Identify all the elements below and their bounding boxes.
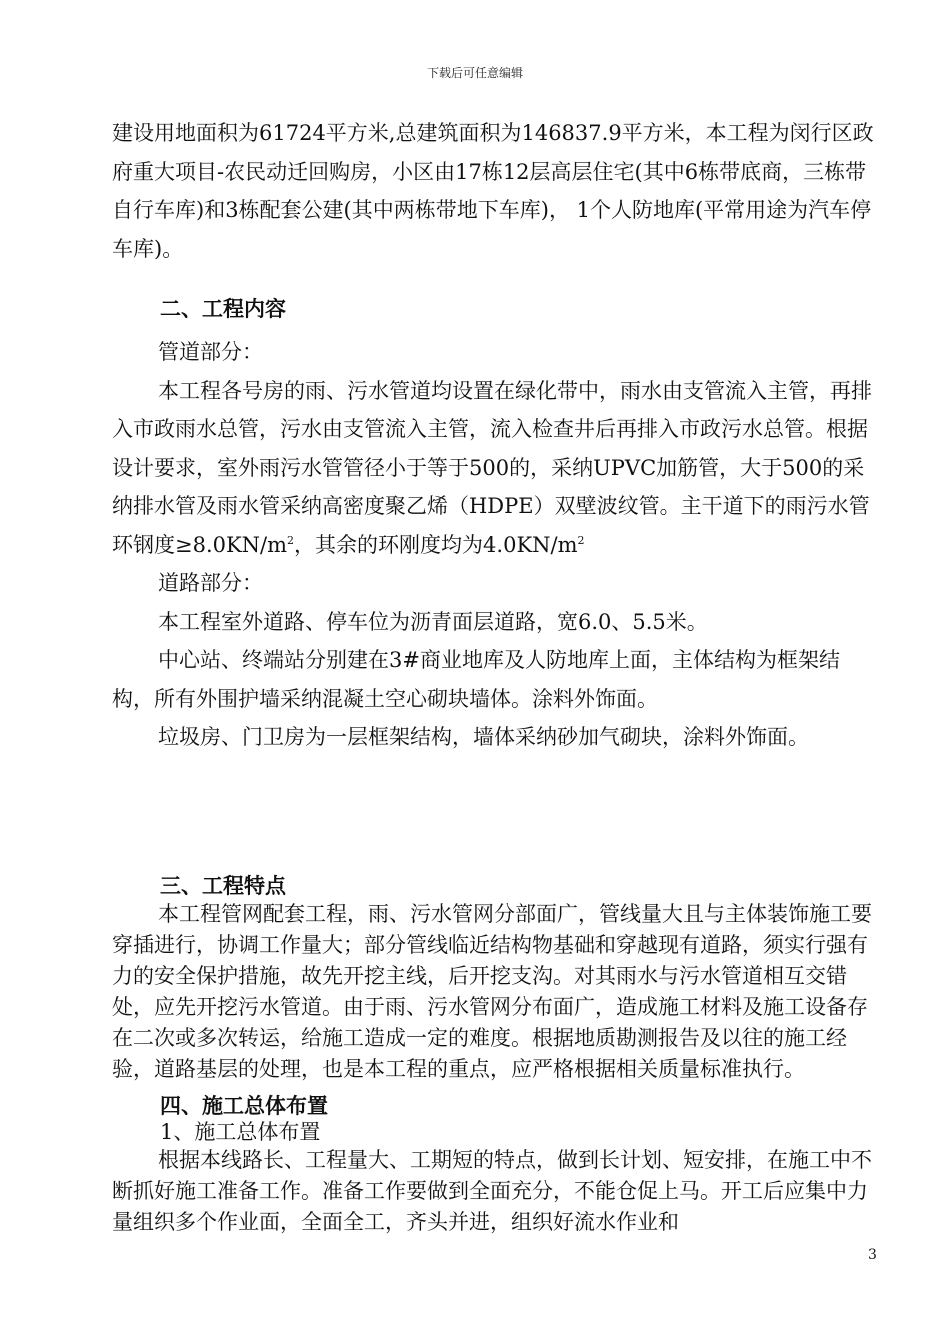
pipe-text: 本工程各号房的雨、污水管道均设置在绿化带中，雨水由支管流入主管，再排入市政雨水总管，污水由支管流入主管，流入检查井后再排入市政污水总管。根据设计要求，室外雨污水管管径小于等于500的，采纳UPVC加筋管，大于500的采纳排水管及雨水管采纳高密度聚乙烯（HDPE）双壁波纹管。主干道下的雨污水管环钢度≥8.0KN/m <box>112 378 872 557</box>
section-4-paragraph: 根据本线路长、工程量大、工期短的特点，做到长计划、短安排，在施工中不断抓好施工准备工作。准备工作要做到全面充分，不能仓促上马。开工后应集中力量组织多个作业面，全面全工，齐头并进，组织好流水作业和 <box>112 1148 872 1234</box>
section-2-body <box>112 333 878 757</box>
road-paragraph: 本工程室外道路、停车位为沥青面层道路，宽6.0、5.5米。 <box>158 609 708 634</box>
section-4-heading: 四、施工总体布置 <box>160 1094 328 1118</box>
garbage-paragraph: 垃圾房、门卫房为一层框架结构，墙体采纳砂加气砌块，涂料外饰面。 <box>158 725 809 749</box>
section-4-subheading: 1、施工总体布置 <box>160 1120 321 1144</box>
section-2-heading-block <box>112 293 878 323</box>
section-3-block <box>112 873 878 1085</box>
page-header: 下载后可任意编辑 <box>426 66 523 80</box>
section-3-paragraph: 本工程管网配套工程，雨、污水管网分部面广，管线量大且与主体装饰施工要穿插进行，协调工作量大；部分管线临近结构物基础和穿越现有道路，须实行强有力的安全保护措施，故先开挖主线，后开挖支沟。对其雨水与污水管道相互交错处，应先开挖污水管道。由于雨、污水管网分布面广，造成施工材料及施工设备存在二次或多次转运，给施工造成一定的难度。根据地质勘测报告及以往的施工经验，道路基层的处理，也是本工程的重点，应严格根据相关质量标准执行。 <box>112 902 872 1081</box>
section-4-block <box>112 1093 878 1238</box>
page-number: 3 <box>868 1247 877 1263</box>
pipe-paragraph <box>112 372 878 565</box>
section-3-heading: 三、工程特点 <box>160 874 286 898</box>
pipe-text-2: ，其余的环刚度均为4.0KN/m <box>294 532 578 557</box>
intro-paragraph-block <box>112 114 878 268</box>
pipe-section-label: 管道部分： <box>158 340 263 364</box>
intro-paragraph: 建设用地面积为61724平方米,总建筑面积为146837.9平方米，本工程为闵行区政府重大项目-农民动迁回购房，小区由17栋12层高层住宅(其中6栋带底商，三栋带自行车库)和3栋配套公建(其中两栋带地下车库)， 1个人防地库(平常用途为汽车停车库)。 <box>112 121 874 261</box>
station-paragraph: 中心站、终端站分别建在3#商业地库及人防地库上面，主体结构为框架结构，所有外围护墙采纳混凝土空心砌块墙体。涂料外饰面。 <box>112 648 840 711</box>
road-section-label: 道路部分： <box>158 571 263 595</box>
pipe-superscript-2: 2 <box>577 533 585 547</box>
section-2-heading: 二、工程内容 <box>160 297 286 321</box>
pipe-superscript-1: 2 <box>287 533 295 547</box>
